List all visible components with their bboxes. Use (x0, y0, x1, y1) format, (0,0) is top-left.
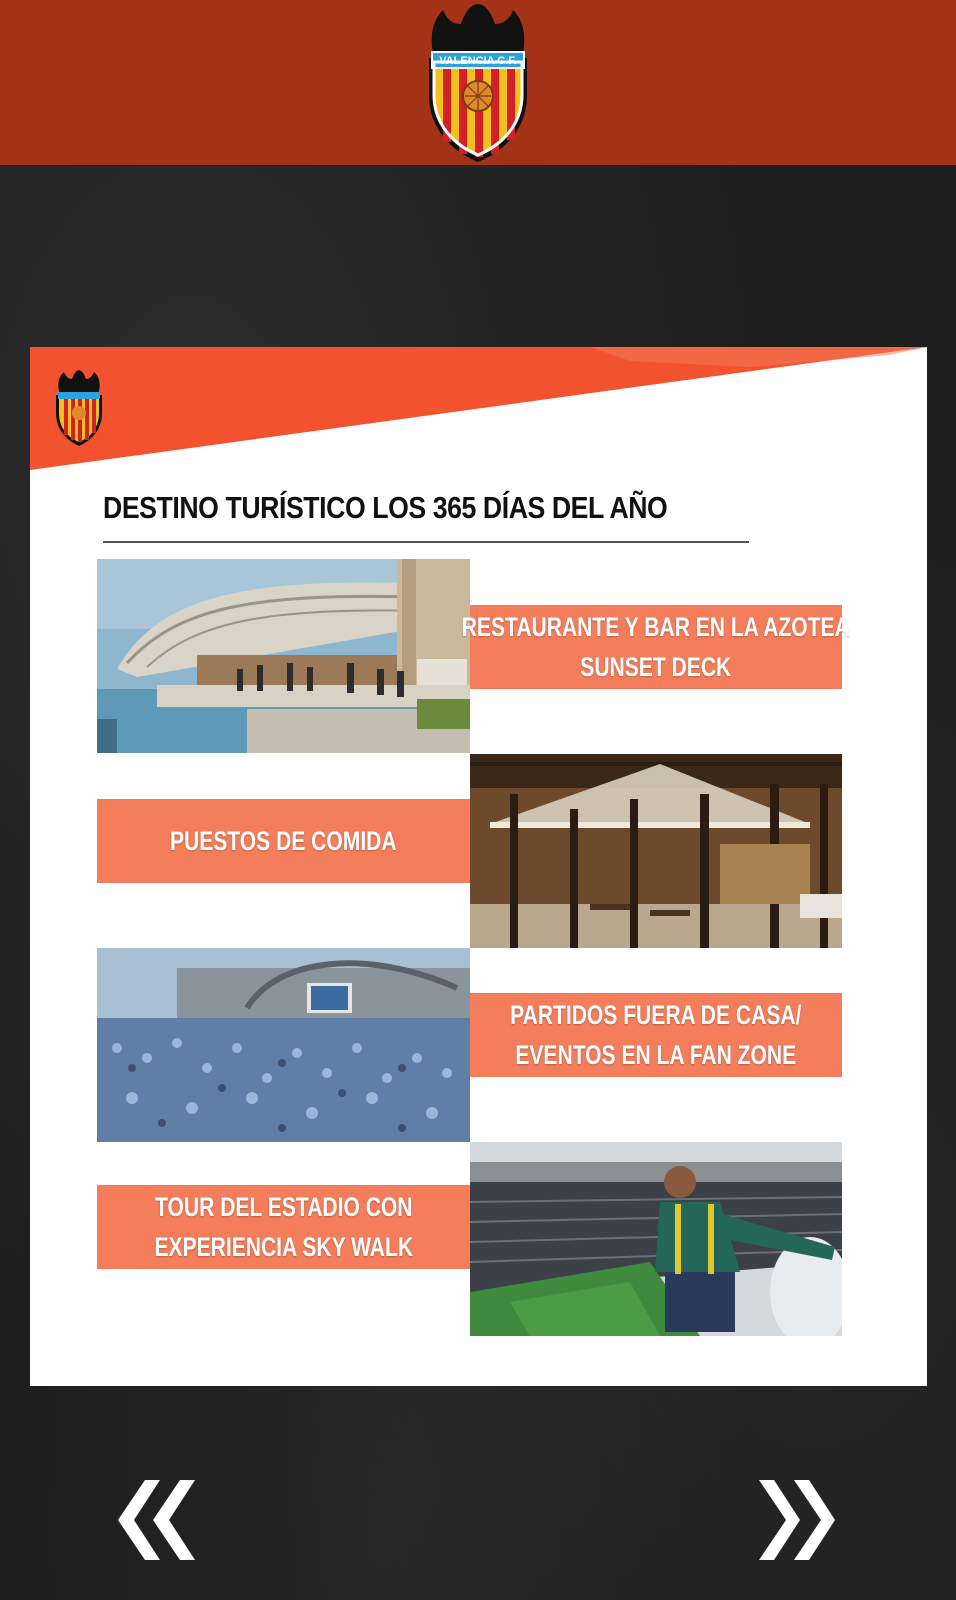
photo-food-market (470, 754, 842, 948)
photo-sky-walk (470, 1142, 842, 1336)
svg-text:VALENCIA C.F.: VALENCIA C.F. (439, 55, 517, 67)
slide-card (30, 347, 927, 1386)
valencia-crest-logo[interactable] (413, 0, 543, 165)
prev-slide-button[interactable] (100, 1470, 200, 1570)
top-bar (0, 0, 956, 165)
label-tour-line1: TOUR DEL ESTADIO CON (154, 1192, 413, 1222)
photo-fan-zone (97, 948, 470, 1142)
next-slide-button[interactable] (754, 1470, 854, 1570)
label-stadium-tour (97, 1185, 470, 1269)
double-chevron-right-icon (759, 1480, 835, 1560)
label-fanzone-line2: EVENTOS EN LA FAN ZONE (515, 1040, 797, 1070)
label-rooftop-bar (461, 605, 851, 689)
label-rooftop-line1: RESTAURANTE Y BAR EN LA AZOTEA (461, 612, 851, 642)
label-food-stalls (97, 799, 470, 883)
label-tour-line2: EXPERIENCIA SKY WALK (154, 1232, 413, 1262)
label-rooftop-line2: SUNSET DECK (580, 652, 732, 682)
label-fan-zone (470, 993, 842, 1077)
double-chevron-left-icon (118, 1480, 195, 1560)
slide-title: DESTINO TURÍSTICO LOS 365 DÍAS DEL AÑO (103, 490, 668, 525)
slide-crest-logo (50, 369, 108, 449)
title-divider (103, 541, 749, 543)
label-food-line1: PUESTOS DE COMIDA (170, 826, 397, 856)
label-fanzone-line1: PARTIDOS FUERA DE CASA/ (510, 1000, 802, 1030)
orange-header-band (30, 347, 927, 477)
